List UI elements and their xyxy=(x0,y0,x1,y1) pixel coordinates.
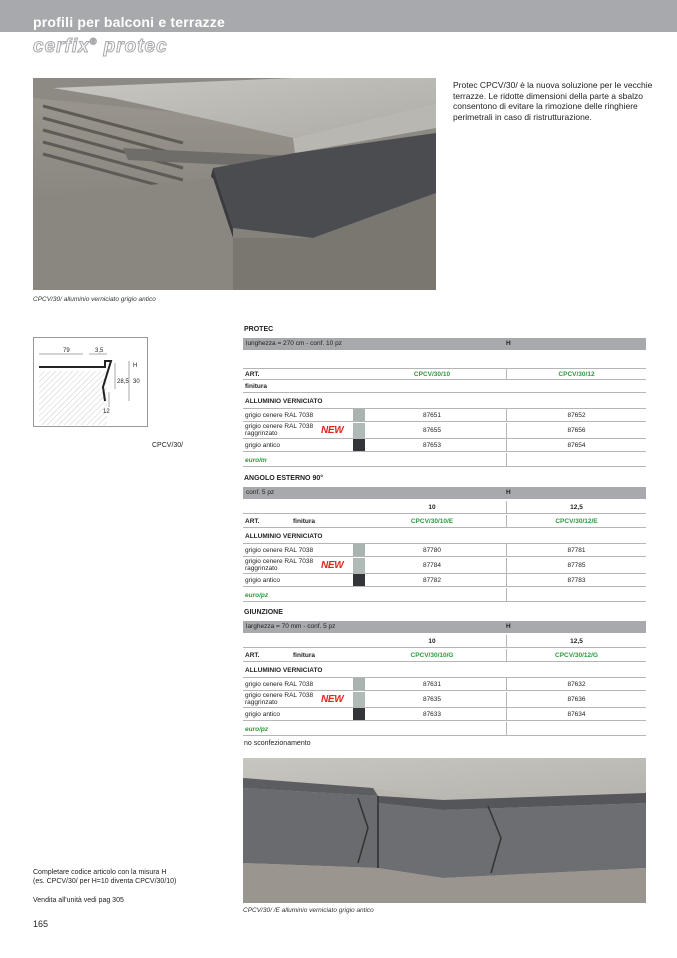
header-divider xyxy=(0,32,677,35)
protec-unit: euro/m xyxy=(245,457,267,464)
row-code-1: 87651 xyxy=(422,412,442,419)
giunzione-unit: euro/pz xyxy=(245,726,269,733)
dim-30: 30 xyxy=(133,379,140,385)
angolo-title: ANGOLO ESTERNO 90° xyxy=(244,475,324,482)
angolo-material-row xyxy=(243,529,646,544)
protec-material-row xyxy=(243,394,646,409)
table-row xyxy=(243,574,646,587)
brand-name: cerfix xyxy=(33,36,90,57)
angolo-h-10: 10 xyxy=(428,504,436,511)
row-code-2: 87781 xyxy=(567,547,586,554)
giunzione-art-label: ART. xyxy=(245,652,260,659)
code-completion-note xyxy=(33,868,233,886)
row-finish: grigio antico xyxy=(245,711,281,718)
diagram-label: CPCV/30/ xyxy=(152,442,184,449)
photo1-caption: CPCV/30/ alluminio verniciato grigio antico xyxy=(33,296,156,303)
angolo-h-label: H xyxy=(506,489,511,496)
angolo-art-label: ART. xyxy=(245,518,260,525)
giunzione-info-bar xyxy=(243,621,646,633)
row-code-2: 87634 xyxy=(567,711,586,718)
row-code-1: 87653 xyxy=(422,442,442,449)
dim-79: 79 xyxy=(63,348,70,354)
row-finish-line2: raggrinzato xyxy=(245,564,278,572)
table-row xyxy=(243,678,646,691)
giunzione-unit-row xyxy=(243,722,646,736)
new-badge: NEW xyxy=(321,694,344,705)
row-finish-line1: grigio cenere RAL 7038 xyxy=(245,692,314,699)
row-finish xyxy=(245,693,313,706)
protec-h-label: H xyxy=(506,340,511,347)
giunzione-art-row xyxy=(243,649,646,662)
angolo-code-1: CPCV/30/10/E xyxy=(410,518,454,525)
code-note-line1: Completare codice articolo con la misura H xyxy=(33,869,167,876)
row-code-2: 87654 xyxy=(567,442,586,449)
giunzione-material: ALLUMINIO VERNICIATO xyxy=(245,667,323,674)
photo2-caption: CPCV/30/ /E alluminio verniciato grigio antico xyxy=(243,907,374,914)
row-finish: grigio cenere RAL 7038 xyxy=(245,681,314,688)
row-code-1: 87631 xyxy=(422,681,442,688)
brand-registered-mark: ® xyxy=(89,36,98,47)
table-row xyxy=(243,708,646,721)
angolo-unit-row xyxy=(243,588,646,602)
dim-28-5: 28,5 xyxy=(117,379,129,385)
row-code-2: 87783 xyxy=(567,577,586,584)
protec-finish-label: finitura xyxy=(245,383,268,390)
protec-material: ALLUMINIO VERNICIATO xyxy=(245,398,323,405)
brand-title xyxy=(33,36,168,58)
dim-12: 12 xyxy=(103,409,110,415)
giunzione-h-10: 10 xyxy=(428,638,436,645)
row-code-2: 87656 xyxy=(567,427,586,434)
angolo-h-12-5: 12,5 xyxy=(570,504,583,511)
giunzione-bar-text: larghezza = 70 mm - conf. 5 pz xyxy=(246,623,336,630)
brand-product: protec xyxy=(103,36,168,57)
protec-unit-row xyxy=(243,453,646,467)
row-finish-line1: grigio cenere RAL 7038 xyxy=(245,558,314,565)
product-photo-corner xyxy=(243,758,646,903)
protec-art-row xyxy=(243,368,646,380)
row-finish xyxy=(245,559,313,572)
code-note-line2: (es. CPCV/30/ per H=10 diventa CPCV/30/10) xyxy=(33,878,177,885)
giunzione-h-row xyxy=(243,635,646,648)
angolo-info-bar xyxy=(243,487,646,499)
row-code-1: 87633 xyxy=(422,711,442,718)
row-finish: grigio cenere RAL 7038 xyxy=(245,547,314,554)
giunzione-finish-label: finitura xyxy=(293,652,316,659)
angolo-material: ALLUMINIO VERNICIATO xyxy=(245,533,323,540)
protec-art-label: ART. xyxy=(245,371,260,378)
protec-finish-row xyxy=(243,380,646,393)
giunzione-code-2: CPCV/30/12/G xyxy=(555,652,598,659)
row-finish: grigio antico xyxy=(245,577,281,584)
row-code-1: 87635 xyxy=(422,696,442,703)
product-photo-profile xyxy=(33,78,436,290)
row-finish: grigio antico xyxy=(245,442,281,449)
no-unpacking-note: no sconfezionamento xyxy=(244,740,311,747)
profile-technical-drawing xyxy=(33,337,148,427)
row-code-2: 87785 xyxy=(567,562,586,569)
row-code-1: 87784 xyxy=(422,562,442,569)
angolo-code-2: CPCV/30/12/E xyxy=(555,518,598,525)
dim-h: H xyxy=(133,363,138,369)
row-code-2: 87632 xyxy=(567,681,586,688)
section-title: profili per balconi e terrazze xyxy=(33,14,225,30)
table-row xyxy=(243,423,646,439)
angolo-art-row xyxy=(243,515,646,528)
row-finish-line2: raggrinzato xyxy=(245,698,278,706)
unit-sale-note: Vendita all'unità vedi pag 305 xyxy=(33,897,124,904)
row-finish: grigio cenere RAL 7038 xyxy=(245,412,314,419)
row-code-1: 87780 xyxy=(422,547,442,554)
protec-code-1: CPCV/30/10 xyxy=(413,371,451,378)
page-number: 165 xyxy=(33,919,49,929)
giunzione-h-12-5: 12,5 xyxy=(570,638,583,645)
table-row xyxy=(243,409,646,422)
row-code-2: 87636 xyxy=(567,696,586,703)
protec-title: PROTEC xyxy=(244,326,274,333)
angolo-finish-label: finitura xyxy=(293,518,316,525)
row-finish xyxy=(245,424,313,437)
row-finish-line2: raggrinzato xyxy=(245,429,278,437)
angolo-unit: euro/pz xyxy=(245,592,269,599)
angolo-h-row xyxy=(243,501,646,514)
table-row xyxy=(243,544,646,557)
intro-paragraph: Protec CPCV/30/ è la nuova soluzione per le vecchie terrazze. Le ridotte dimensioni della parte a sbalzo consentono di evitare la rimozione delle ringhiere perimetrali in caso di ristrutturazione. xyxy=(453,80,653,122)
row-code-1: 87655 xyxy=(422,427,442,434)
page-header xyxy=(0,0,677,32)
protec-info-bar xyxy=(243,338,646,350)
table-row xyxy=(243,558,646,574)
protec-bar-text: lunghezza = 270 cm - conf. 10 pz xyxy=(246,340,342,347)
giunzione-h-label: H xyxy=(506,623,511,630)
giunzione-material-row xyxy=(243,663,646,678)
row-finish-line1: grigio cenere RAL 7038 xyxy=(245,423,314,430)
dim-3-5: 3,5 xyxy=(95,348,104,354)
giunzione-code-1: CPCV/30/10/G xyxy=(410,652,454,659)
row-code-1: 87782 xyxy=(422,577,442,584)
table-row xyxy=(243,692,646,708)
new-badge: NEW xyxy=(321,560,344,571)
giunzione-title: GIUNZIONE xyxy=(244,609,283,616)
protec-code-2: CPCV/30/12 xyxy=(558,371,595,378)
row-code-2: 87652 xyxy=(567,412,586,419)
new-badge: NEW xyxy=(321,425,344,436)
table-row xyxy=(243,439,646,452)
angolo-bar-text: conf. 5 pz xyxy=(246,489,275,496)
